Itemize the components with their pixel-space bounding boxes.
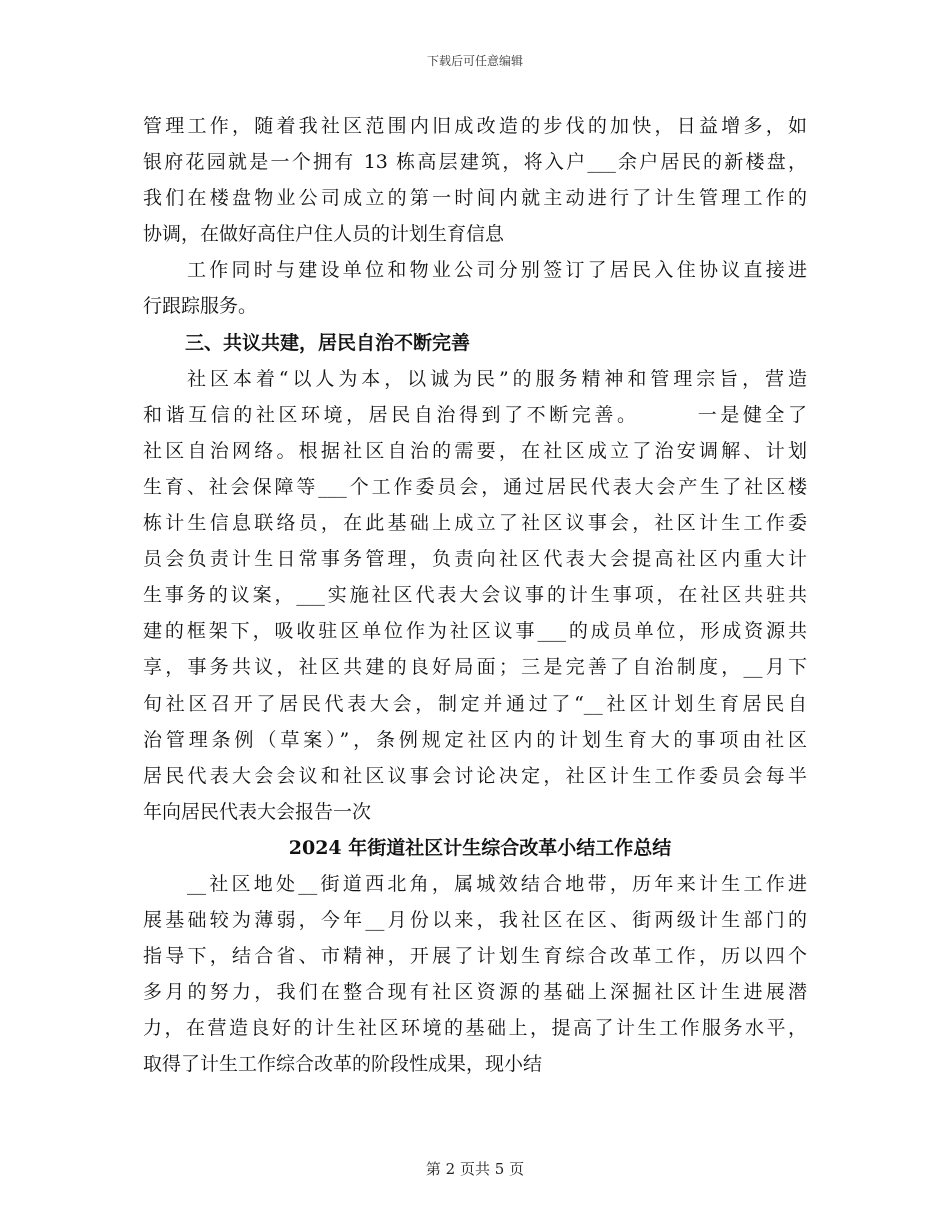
paragraph-management	[143, 108, 807, 252]
document-title: 2024 年街道社区计生综合改革小结工作总结	[288, 836, 672, 859]
text-line: 取得了计生工作综合改革的阶段性成果，现小结	[143, 1053, 543, 1076]
text-line: 我们在楼盘物业公司成立的第一时间内就主动进行了计生管理工作的	[143, 187, 807, 210]
text-line: 生事务的议案，___实施社区代表大会议事的计生事项，在社区共驻共	[143, 584, 807, 607]
paragraph-self-governance	[143, 361, 807, 830]
text-line: 建的框架下，吸收驻区单位作为社区议事___的成员单位，形成资源共	[143, 620, 807, 643]
text-line: 享，事务共议，社区共建的良好局面；三是完善了自治制度，__月下	[143, 656, 807, 679]
text-line: 指导下，结合省、市精神，开展了计划生育综合改革工作，历以四个	[143, 945, 807, 968]
text-line: 年向居民代表大会报告一次	[143, 800, 372, 823]
text-line: 力，在营造良好的计生社区环境的基础上，提高了计生工作服务水平，	[143, 1017, 807, 1040]
paragraph-summary	[143, 866, 807, 1083]
text-line: 员会负责计生日常事务管理，负责向社区代表大会提高社区内重大计	[143, 548, 807, 571]
text-line: 银府花园就是一个拥有 13 栋高层建筑，将入户___余户居民的新楼盘，	[143, 151, 807, 174]
text-line: 多月的努力，我们在整合现有社区资源的基础上深掘社区计生进展潜	[143, 981, 807, 1004]
text-line: 居民代表大会会议和社区议事会讨论决定，社区计生工作委员会每半	[143, 764, 807, 787]
paragraph-tracking	[143, 252, 807, 324]
text-line: 协调，在做好高住户住人员的计划生育信息	[143, 223, 505, 246]
text-line: 和谐互信的社区环境，居民自治得到了不断完善。 一是健全了	[143, 403, 807, 426]
text-line: 旬社区召开了居民代表大会，制定并通过了“__社区计划生育居民自	[143, 692, 807, 715]
text-line: 栋计生信息联络员，在此基础上成立了社区议事会，社区计生工作委	[143, 512, 807, 535]
page-footer: 第 2 页共 5 页	[425, 1160, 525, 1178]
text-line: 生育、社会保障等___个工作委员会，通过居民代表大会产生了社区楼	[143, 475, 807, 498]
section-heading: 三、共议共建，居民自治不断完善	[185, 331, 471, 354]
text-line: 展基础较为薄弱，今年__月份以来，我社区在区、街两级计生部门的	[143, 909, 807, 932]
text-line: 治管理条例（草案）”，条例规定社区内的计划生育大的事项由社区	[143, 728, 807, 751]
page-header: 下载后可任意编辑	[426, 54, 523, 68]
text-line: 行跟踪服务。	[143, 295, 258, 318]
text-line: 管理工作，随着我社区范围内旧成改造的步伐的加快，日益增多，如	[143, 115, 807, 137]
text-line: 工作同时与建设单位和物业公司分别签订了居民入住协议直接进	[187, 259, 807, 282]
document-body	[143, 108, 807, 1083]
text-line: 社区本着“以人为本，以诚为民”的服务精神和管理宗旨，营造	[187, 367, 807, 390]
text-line: 社区自治网络。根据社区自治的需要，在社区成立了治安调解、计划	[143, 439, 807, 462]
text-line: __社区地处__街道西北角，属城效结合地带，历年来计生工作进	[187, 872, 807, 895]
